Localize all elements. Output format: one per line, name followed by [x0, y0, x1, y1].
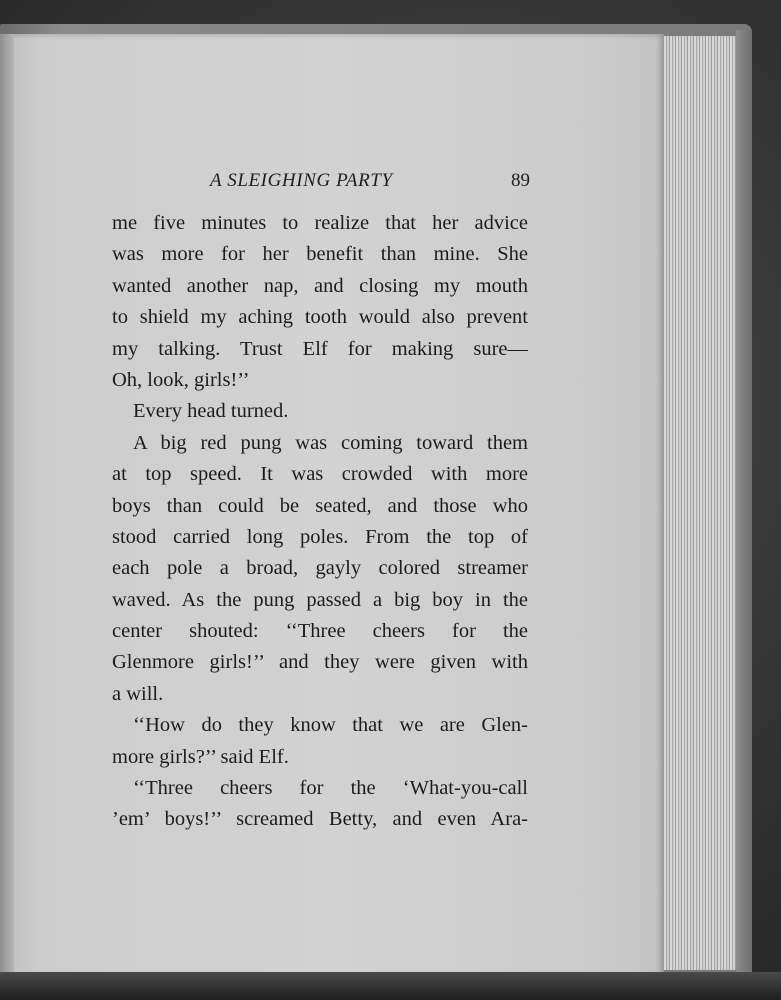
running-title: A SLEIGHING PARTY	[210, 170, 393, 191]
text-line: Glenmore girls!’’ and they were given with	[112, 651, 528, 674]
text-line: each pole a broad, gayly colored streamer	[112, 557, 528, 580]
text-line: waved. As the pung passed a big boy in the	[112, 588, 528, 611]
page-edges	[656, 36, 744, 970]
text-line: A big red pung was coming toward them	[133, 431, 528, 454]
body-text	[112, 208, 528, 836]
text-line: at top speed. It was crowded with more	[112, 463, 528, 486]
text-line: center shouted: ‘‘Three cheers for the	[112, 620, 528, 643]
book-spine-edge	[736, 30, 752, 976]
text-line: boys than could be seated, and those who	[112, 494, 528, 517]
page-number: 89	[511, 170, 530, 191]
running-head	[110, 170, 530, 198]
text-line: ‘‘How do they know that we are Glen-	[133, 714, 528, 737]
text-line: more girls?’’ said Elf.	[112, 745, 289, 768]
text-line: my talking. Trust Elf for making sure—	[112, 337, 528, 360]
text-line: Every head turned.	[133, 400, 289, 423]
text-line: ‘‘Three cheers for the ‘What-you-call	[133, 777, 528, 800]
text-line: was more for her benefit than mine. She	[112, 243, 528, 266]
page-gutter	[0, 34, 14, 976]
text-line: stood carried long poles. From the top of	[112, 525, 528, 548]
table-surface	[0, 972, 781, 1000]
text-line: to shield my aching tooth would also prevent	[112, 306, 528, 329]
text-line: a will.	[112, 682, 164, 705]
text-line: Oh, look, girls!’’	[112, 368, 250, 391]
text-line: ’em’ boys!’’ screamed Betty, and even Ara-	[112, 808, 528, 831]
text-line: me five minutes to realize that her advice	[112, 212, 528, 234]
text-line: wanted another nap, and closing my mouth	[112, 274, 528, 297]
